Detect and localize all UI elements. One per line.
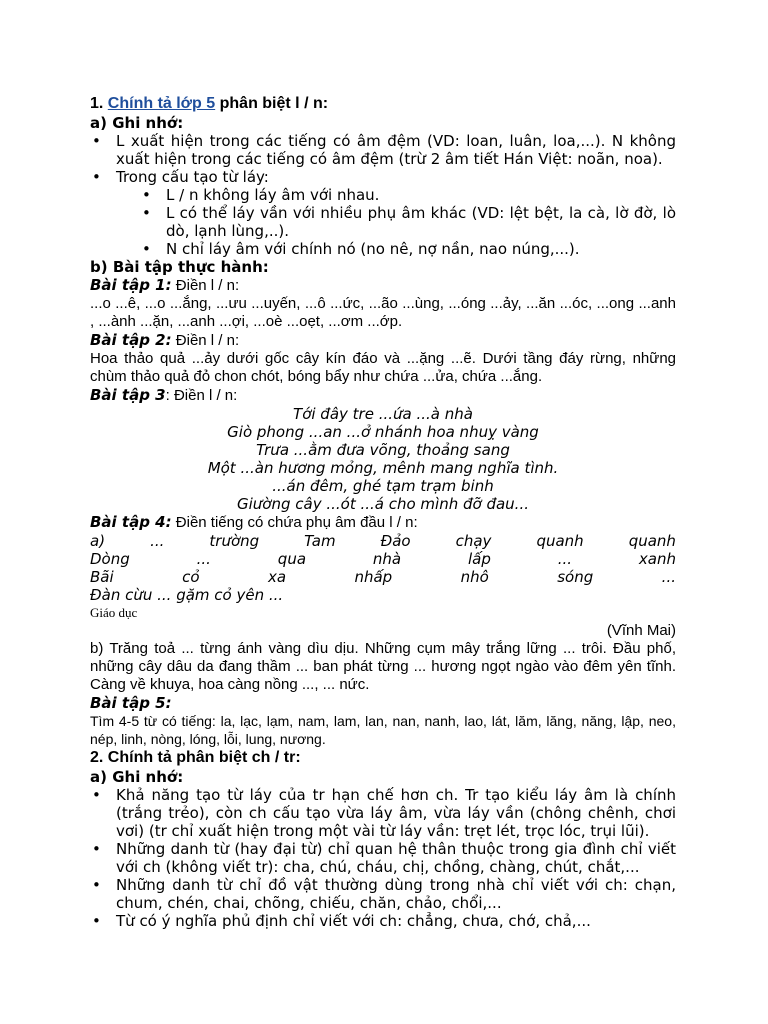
exercise-2-header	[90, 331, 676, 350]
exercise-2-instruction: Điền l / n:	[171, 332, 240, 349]
exercise-4-row-3	[90, 568, 676, 586]
section-2-heading: 2. Chính tả phân biệt ch / tr:	[90, 749, 301, 766]
exercise-4-row-1	[90, 532, 676, 550]
exercise-1-title: Bài tập 1:	[90, 276, 172, 294]
word: lấp	[467, 550, 491, 568]
word: trường	[209, 532, 260, 550]
section-1-title-rest: phân biệt l / n:	[215, 95, 329, 112]
list-item: • L / n không láy âm với nhau.	[140, 186, 676, 204]
poem-line: Giò phong ...an ...ở nhánh hoa nhuỵ vàng	[227, 423, 539, 441]
list-item: • L có thể láy vần với nhiều phụ âm khác (VD: lệt bệt, la cà, lờ đờ, lò dò, lạnh lùng,..).	[140, 204, 676, 240]
section-1-heading	[90, 94, 676, 114]
list-item: • N chỉ láy âm với chính nó (no nê, nợ nần, nao núng,...).	[140, 240, 676, 258]
word: nhấp	[354, 568, 393, 586]
section-1-number: 1.	[90, 95, 108, 112]
exercise-4-title: Bài tập 4:	[90, 513, 172, 531]
word: Dòng	[90, 550, 130, 568]
word: ...	[557, 550, 573, 568]
exercise-1-header	[90, 276, 676, 295]
exercise-3-title: Bài tập 3	[90, 386, 166, 404]
word: quanh	[628, 532, 676, 550]
word: ...	[661, 568, 676, 586]
word: a)	[90, 532, 106, 550]
word: chạy	[455, 532, 492, 550]
poem-line: Giường cây ...ót ...á cho mình đỡ đau...	[236, 495, 529, 513]
word: xa	[267, 568, 287, 586]
section-2-ghi-nho-heading: a) Ghi nhớ:	[90, 768, 184, 786]
poem-line: Trưa ...ằm đưa võng, thoảng sang	[256, 441, 510, 459]
word: qua	[277, 550, 307, 568]
poem-line: Một ...àn hương mỏng, mênh mang nghĩa tình.	[207, 459, 559, 477]
word: nhô	[460, 568, 489, 586]
exercise-4-last-line: Đàn cừu ... gặm cỏ yên ...	[90, 586, 284, 604]
exercise-1-instruction: Điền l / n:	[171, 277, 240, 294]
poem-line: Tới đây tre ...ứa ...à nhà	[293, 405, 473, 423]
list-item	[90, 168, 676, 258]
word: ...	[196, 550, 211, 568]
list-item-label: Trong cấu tạo từ láy:	[116, 168, 269, 186]
list-item: • L xuất hiện trong các tiếng có âm đệm (VD: loan, luân, loa,...). N không xuất hiện trong các tiếng có âm đệm (trừ 2 âm tiết Hán Việt: noãn, noa).	[90, 132, 676, 168]
chinh-ta-lop-5-link[interactable]: Chính tả lớp 5	[107, 95, 216, 112]
section-1-rules-list	[90, 132, 676, 258]
word: ...	[150, 532, 165, 550]
section-2-rules-list	[90, 786, 676, 930]
giao-duc-label: Giáo dục	[90, 605, 138, 620]
exercise-4-header	[90, 513, 676, 532]
poem-line: ...án đêm, ghé tạm trạm binh	[272, 477, 494, 495]
word: cỏ	[182, 568, 200, 586]
list-item: • Những danh từ chỉ đồ vật thường dùng trong nhà chỉ viết với ch: chạn, chum, chén, chai, chõng, chiếu, chăn, chảo, chổi,...	[90, 876, 676, 912]
exercise-3-poem	[90, 405, 676, 513]
reduplication-rules-list	[140, 186, 676, 258]
word: quanh	[536, 532, 584, 550]
list-item: • Từ có ý nghĩa phủ định chỉ viết với ch: chẳng, chưa, chớ, chả,...	[90, 912, 676, 930]
list-item: • Những danh từ (hay đại từ) chỉ quan hệ thân thuộc trong gia đình chỉ viết với ch (không viết tr): cha, chú, cháu, chị, chồng, chàng, chút, chắt,...	[90, 840, 676, 876]
word: Tam	[304, 532, 336, 550]
document-page	[90, 94, 676, 930]
exercise-2-text: Hoa thảo quả ...ảy dưới gốc cây kín đáo và ...ặng ...ẽ. Dưới tầng đáy rừng, những chùm thảo quả đỏ chon chót, bóng bẩy như chứa ...ửa, chứa ...ắng.	[90, 350, 676, 385]
exercise-2-title: Bài tập 2:	[90, 331, 172, 349]
exercise-4-row-2	[90, 550, 676, 568]
section-1-ghi-nho-heading: a) Ghi nhớ:	[90, 114, 184, 132]
word: Bãi	[90, 568, 114, 586]
exercise-3-instruction: : Điền l / n:	[165, 387, 238, 404]
exercise-5-text: Tìm 4-5 từ có tiếng: la, lạc, lạm, nam, lam, lan, nan, nanh, lao, lát, lăm, lăng, năng, lập, neo, nép, linh, nòng, lóng, lỗi, lung, nương.	[90, 713, 676, 747]
exercise-3-header	[90, 386, 676, 405]
list-item: • Khả năng tạo từ láy của tr hạn chế hơn ch. Tr tạo kiểu láy âm là chính (trắng trẻo), còn ch cấu tạo vừa láy âm, vừa láy vần (chông chênh, chơi vơi) (tr chỉ xuất hiện trong một vài từ láy vần: trẹt lét, trọc lóc, trụi lũi).	[90, 786, 676, 840]
exercise-5-title: Bài tập 5:	[90, 694, 172, 712]
author-credit: (Vĩnh Mai)	[606, 622, 676, 639]
word: xanh	[638, 550, 676, 568]
exercise-1-text: ...o ...ê, ...o ...ắng, ...ưu ...uyến, ...ô ...ức, ...ão ...ùng, ...óng ...ảy, ...ăn ...óc, ...ong ...anh , ...ành ...ặn, ...anh ...ợi, ...oè ...oẹt, ...ơm ...ớp.	[90, 295, 676, 330]
practice-heading: b) Bài tập thực hành:	[90, 258, 269, 276]
word: nhà	[372, 550, 402, 568]
exercise-4-instruction: Điền tiếng có chứa phụ âm đầu l / n:	[171, 514, 418, 531]
word: Đảo	[380, 532, 411, 550]
word: sóng	[557, 568, 594, 586]
exercise-4-part-b: b) Trăng toả ... từng ánh vàng dìu dịu. Những cụm mây trắng lững ... trôi. Đầu phố, những cây dâu da đang thầm ... ban phát từng ... hương ngọt ngào vào đêm yên tĩnh. Càng về khuya, hoa càng nồng ..., ... nức.	[90, 640, 676, 693]
